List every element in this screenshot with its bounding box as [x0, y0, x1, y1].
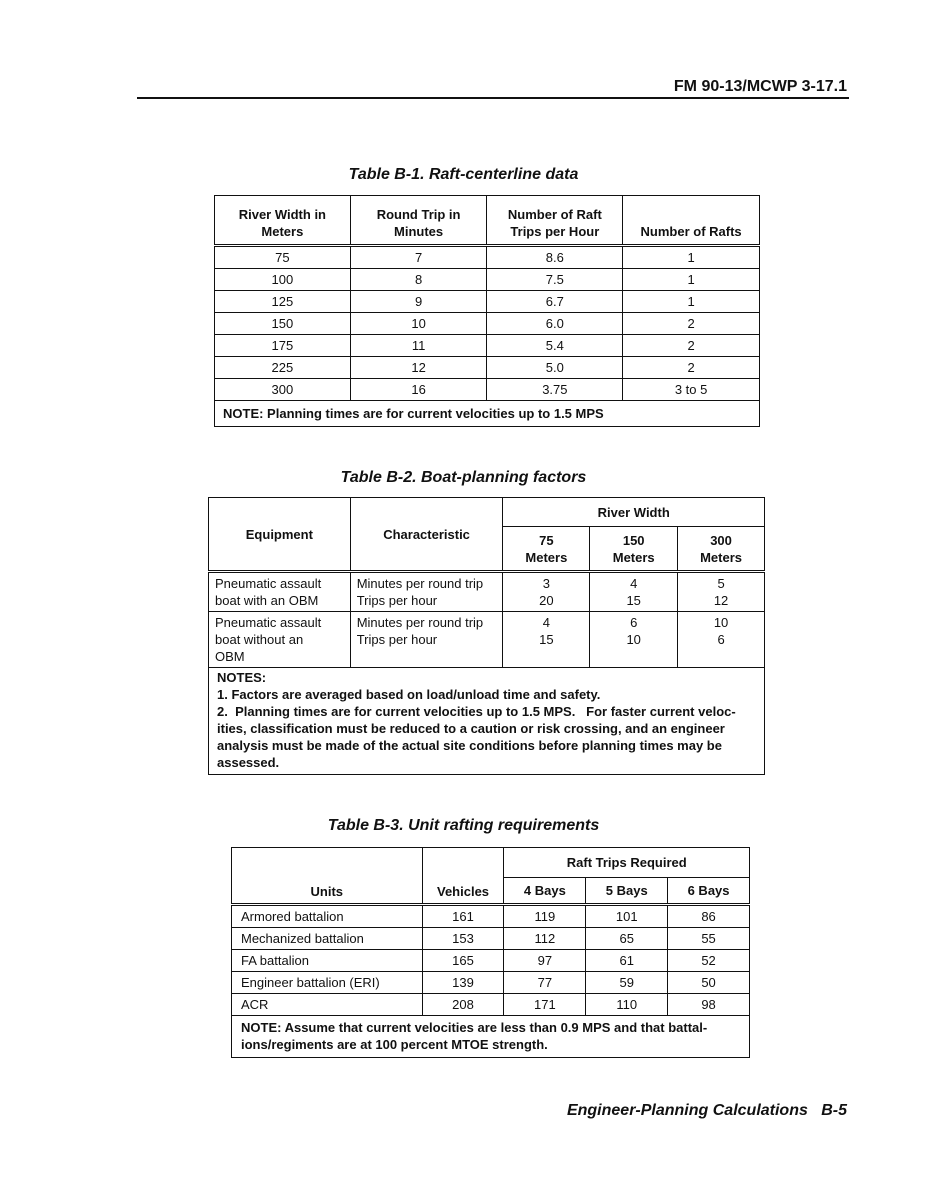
- col-header-units: Units: [232, 848, 423, 905]
- cell: 2: [623, 313, 760, 335]
- table-header-row: [209, 498, 765, 527]
- cell: 59: [586, 972, 668, 994]
- table-row: [215, 246, 760, 269]
- cell: 5.4: [487, 335, 623, 357]
- cell: 175: [215, 335, 351, 357]
- characteristic-cell: Minutes per round trip Trips per hour: [350, 612, 503, 668]
- table-row: [209, 572, 765, 612]
- cell: 125: [215, 291, 351, 313]
- table-row: [209, 612, 765, 668]
- cell: 165: [422, 950, 504, 972]
- cell: 3 to 5: [623, 379, 760, 401]
- cell: 98: [668, 994, 750, 1016]
- col-header-300-meters: 300 Meters: [678, 527, 765, 572]
- cell: 171: [504, 994, 586, 1016]
- col-header-vehicles: Vehicles: [422, 848, 504, 905]
- table-b1-note: NOTE: Planning times are for current velocities up to 1.5 MPS: [215, 401, 760, 427]
- unit-cell: ACR: [232, 994, 423, 1016]
- col-header-round-trip: Round Trip in Minutes: [350, 196, 487, 246]
- document-id: FM 90-13/MCWP 3-17.1: [673, 78, 847, 95]
- table-b2-caption: Table B-2. Boat-planning factors: [340, 469, 587, 486]
- raft-centerline-table: [214, 195, 760, 427]
- cell: 12: [350, 357, 487, 379]
- value-cell: 3 20: [503, 572, 590, 612]
- value-cell: 10 6: [678, 612, 765, 668]
- cell: 150: [215, 313, 351, 335]
- table-header-row: [232, 848, 750, 878]
- unit-cell: Mechanized battalion: [232, 928, 423, 950]
- col-header-75-meters: 75 Meters: [503, 527, 590, 572]
- col-header-characteristic: Characteristic: [350, 498, 503, 572]
- table-notes-row: [209, 668, 765, 775]
- col-header-raft-trips: Number of Raft Trips per Hour: [487, 196, 623, 246]
- value-cell: 5 12: [678, 572, 765, 612]
- cell: 75: [215, 246, 351, 269]
- table-row: [215, 357, 760, 379]
- col-header-equipment: Equipment: [209, 498, 351, 572]
- page-footer: Engineer-Planning Calculations B-5: [566, 1102, 847, 1119]
- table-b2-notes: NOTES: 1. Factors are averaged based on load/unload time and safety. 2. Planning times are for current velocities up to 1.5 MPS. For faster current veloc- ities, classification must be reduced to a caution or risk crossing, and an engineer analysis must be made of the actual site conditions before planning times may be assessed.: [209, 668, 765, 775]
- cell: 2: [623, 357, 760, 379]
- table-row: [232, 972, 750, 994]
- cell: 9: [350, 291, 487, 313]
- cell: 77: [504, 972, 586, 994]
- header-rule: [137, 97, 849, 99]
- table-b3-note: NOTE: Assume that current velocities are less than 0.9 MPS and that battal- ions/regiments are at 100 percent MTOE strength.: [232, 1016, 750, 1058]
- table-row: [215, 291, 760, 313]
- table-row: [215, 269, 760, 291]
- col-header-4-bays: 4 Bays: [504, 878, 586, 905]
- cell: 1: [623, 291, 760, 313]
- unit-cell: Armored battalion: [232, 905, 423, 928]
- cell: 2: [623, 335, 760, 357]
- table-row: [232, 950, 750, 972]
- col-header-150-meters: 150 Meters: [590, 527, 678, 572]
- value-cell: 6 10: [590, 612, 678, 668]
- table-note-row: [215, 401, 760, 427]
- cell: 112: [504, 928, 586, 950]
- cell: 5.0: [487, 357, 623, 379]
- col-header-river-width: River Width: [503, 498, 765, 527]
- cell: 7.5: [487, 269, 623, 291]
- equipment-cell: Pneumatic assault boat without an OBM: [209, 612, 351, 668]
- col-header-6-bays: 6 Bays: [668, 878, 750, 905]
- unit-rafting-table: [231, 847, 750, 1058]
- table-row: [232, 905, 750, 928]
- boat-planning-table: [208, 497, 765, 775]
- table-header-row: [215, 196, 760, 246]
- cell: 7: [350, 246, 487, 269]
- cell: 100: [215, 269, 351, 291]
- characteristic-cell: Minutes per round trip Trips per hour: [350, 572, 503, 612]
- value-cell: 4 15: [503, 612, 590, 668]
- cell: 101: [586, 905, 668, 928]
- cell: 1: [623, 246, 760, 269]
- cell: 225: [215, 357, 351, 379]
- cell: 55: [668, 928, 750, 950]
- table-row: [215, 335, 760, 357]
- table-note-row: [232, 1016, 750, 1058]
- cell: 6.0: [487, 313, 623, 335]
- table-row: [215, 313, 760, 335]
- cell: 8: [350, 269, 487, 291]
- cell: 97: [504, 950, 586, 972]
- cell: 11: [350, 335, 487, 357]
- cell: 52: [668, 950, 750, 972]
- cell: 161: [422, 905, 504, 928]
- cell: 139: [422, 972, 504, 994]
- table-row: [232, 994, 750, 1016]
- cell: 6.7: [487, 291, 623, 313]
- table-b1-caption: Table B-1. Raft-centerline data: [348, 166, 579, 183]
- cell: 16: [350, 379, 487, 401]
- cell: 10: [350, 313, 487, 335]
- equipment-cell: Pneumatic assault boat with an OBM: [209, 572, 351, 612]
- col-header-river-width: River Width in Meters: [215, 196, 351, 246]
- table-b3-caption: Table B-3. Unit rafting requirements: [327, 817, 600, 834]
- cell: 300: [215, 379, 351, 401]
- cell: 50: [668, 972, 750, 994]
- col-header-number-of-rafts: Number of Rafts: [623, 196, 760, 246]
- cell: 153: [422, 928, 504, 950]
- cell: 208: [422, 994, 504, 1016]
- table-row: [232, 928, 750, 950]
- table-row: [215, 379, 760, 401]
- col-header-raft-trips-required: Raft Trips Required: [504, 848, 750, 878]
- cell: 8.6: [487, 246, 623, 269]
- unit-cell: FA battalion: [232, 950, 423, 972]
- cell: 1: [623, 269, 760, 291]
- unit-cell: Engineer battalion (ERI): [232, 972, 423, 994]
- cell: 119: [504, 905, 586, 928]
- cell: 86: [668, 905, 750, 928]
- cell: 3.75: [487, 379, 623, 401]
- cell: 65: [586, 928, 668, 950]
- cell: 110: [586, 994, 668, 1016]
- cell: 61: [586, 950, 668, 972]
- value-cell: 4 15: [590, 572, 678, 612]
- col-header-5-bays: 5 Bays: [586, 878, 668, 905]
